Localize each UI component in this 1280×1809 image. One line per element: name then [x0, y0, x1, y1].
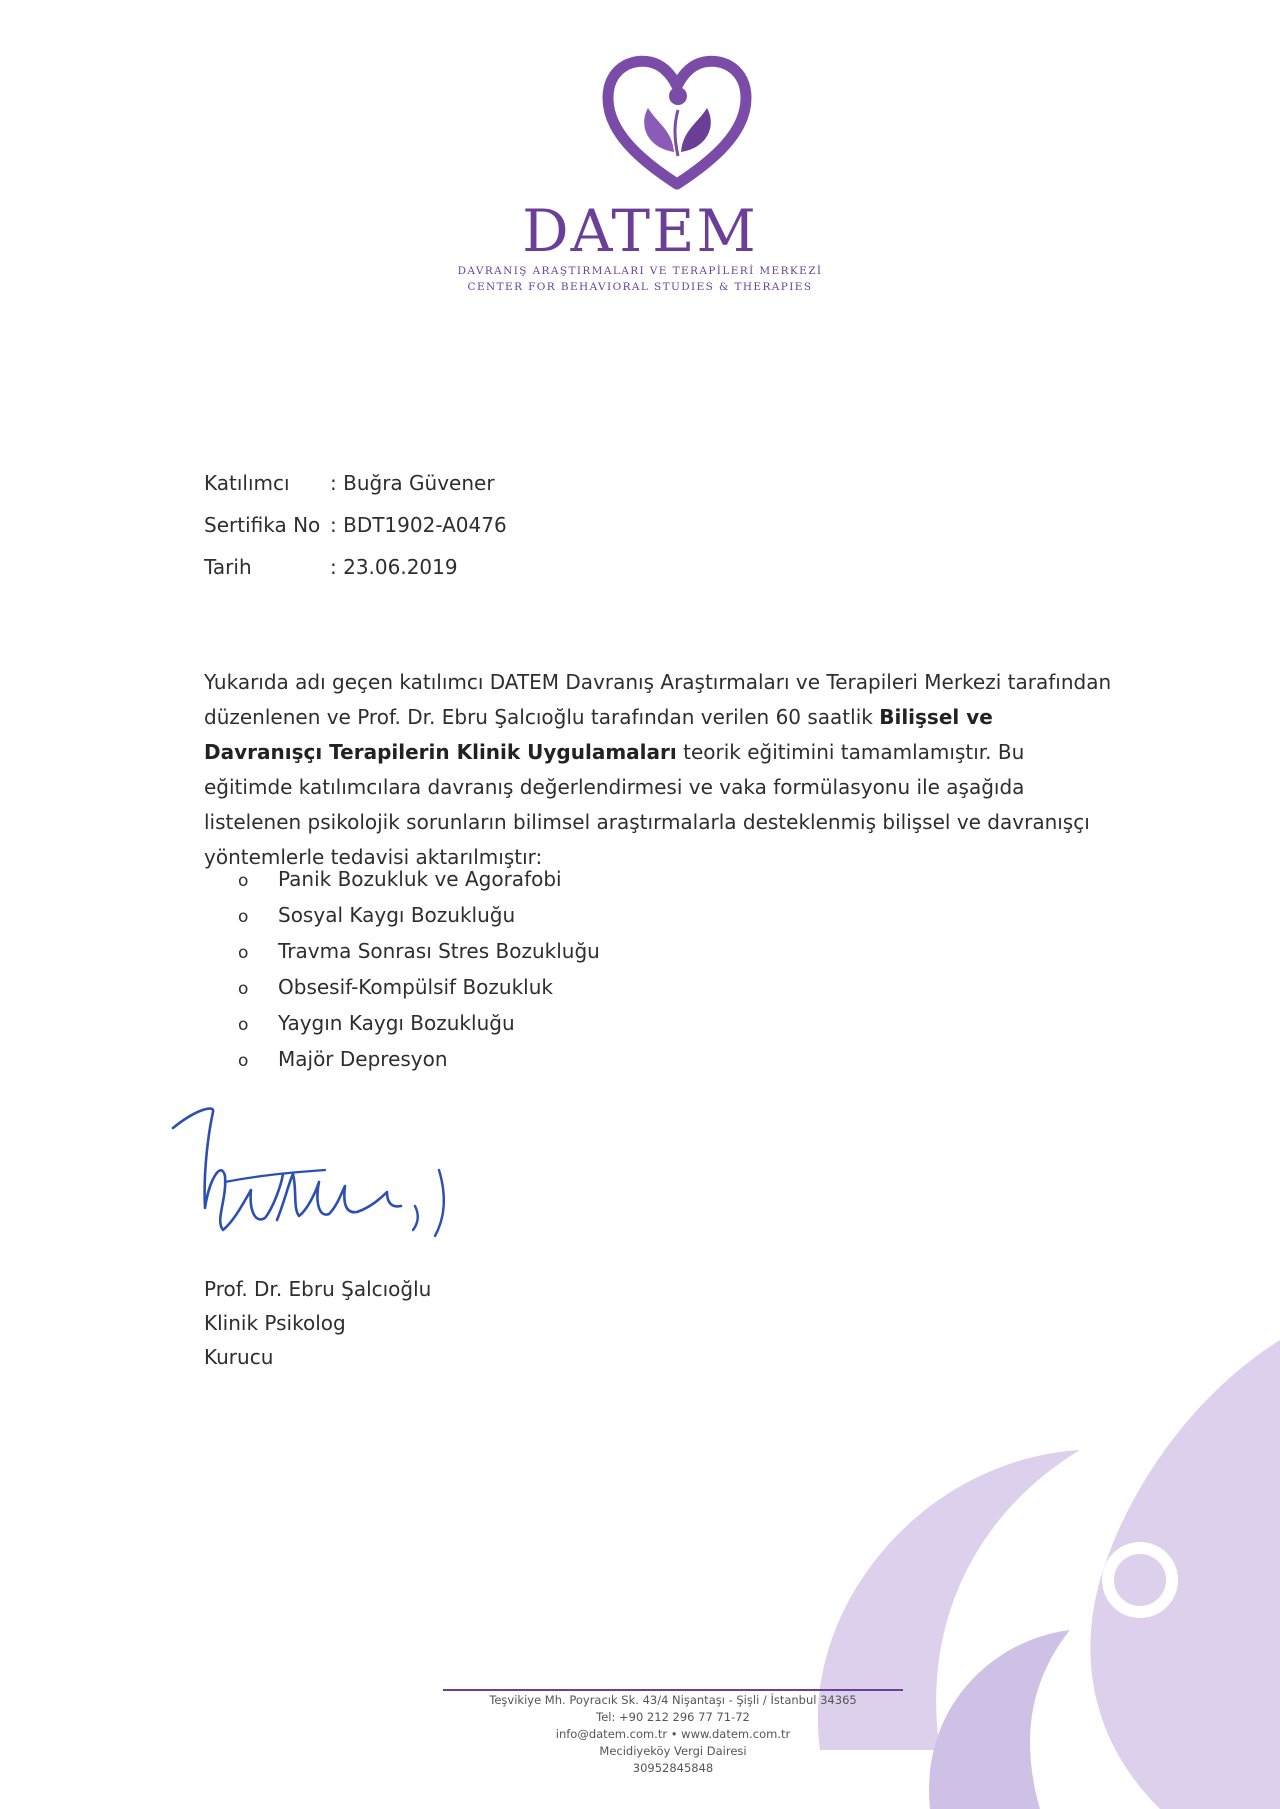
certificate-value: : BDT1902-A0476 — [330, 513, 507, 537]
participant-value: : Buğra Güvener — [330, 471, 495, 495]
date-value: : 23.06.2019 — [330, 555, 458, 579]
signer-name: Prof. Dr. Ebru Şalcıoğlu — [204, 1277, 432, 1301]
list-item: o Panik Bozukluk ve Agorafobi — [238, 862, 600, 898]
footer-web: info@datem.com.tr • www.datem.com.tr — [555, 1727, 791, 1741]
body-text-part2: teorik eğitimini tamamlamıştır. Bu eğitimde katılımcılara davranış değerlendirmesi ve vaka formülasyonu ile aşağıda listelenen psikolojik sorunların bilimsel araştırmalarla desteklenmiş bilişsel ve davranışçı yöntemlerle tedavisi aktarılmıştır: — [204, 740, 1090, 869]
bullet-icon: o — [238, 907, 249, 927]
signer-title: Klinik Psikolog — [204, 1311, 346, 1335]
participant-label: Katılımcı — [204, 471, 290, 495]
certificate-row — [204, 504, 507, 546]
footer-tax-office: Mecidiyeköy Vergi Dairesi — [599, 1744, 747, 1758]
training-title: Bilişsel ve Davranışçı Terapilerin Klinik Uygulamaları — [204, 705, 993, 764]
bullet-icon: o — [238, 943, 249, 963]
date-row — [204, 546, 507, 588]
footer — [443, 1692, 903, 1777]
footer-divider — [443, 1689, 903, 1691]
list-item: o Travma Sonrası Stres Bozukluğu — [238, 934, 600, 970]
list-item: o Yaygın Kaygı Bozukluğu — [238, 1006, 600, 1042]
certificate-info — [204, 462, 507, 588]
bullet-icon: o — [238, 979, 249, 999]
footer-phone: Tel: +90 212 296 77 71-72 — [596, 1710, 750, 1724]
handwritten-signature-icon — [165, 1090, 485, 1270]
bullet-icon: o — [238, 871, 249, 891]
body-text-part1: Yukarıda adı geçen katılımcı DATEM Davranış Araştırmaları ve Terapileri Merkezi tarafından düzenlenen ve Prof. Dr. Ebru Şalcıoğlu tarafından verilen 60 saatlik — [204, 670, 1112, 729]
certificate-label: Sertifika No — [204, 513, 321, 537]
brand-name: DATEM — [522, 197, 758, 265]
footer-tax-no: 30952845848 — [632, 1761, 714, 1775]
participant-row — [204, 462, 507, 504]
list-item: o Sosyal Kaygı Bozukluğu — [238, 898, 600, 934]
list-item: o Majör Depresyon — [238, 1042, 600, 1078]
date-label: Tarih — [204, 555, 252, 579]
certificate-body — [204, 665, 1114, 875]
datem-logo-icon — [600, 52, 755, 192]
topics-list — [238, 862, 600, 1078]
signer-block — [204, 1272, 431, 1374]
brand-subtitle-en: CENTER FOR BEHAVIORAL STUDIES & THERAPIES — [467, 281, 813, 293]
signer-role: Kurucu — [204, 1345, 274, 1369]
bullet-icon: o — [238, 1051, 249, 1071]
brand-subtitle-tr: DAVRANIŞ ARAŞTIRMALARI VE TERAPİLERİ MERKEZİ — [457, 265, 823, 277]
list-item: o Obsesif-Kompülsif Bozukluk — [238, 970, 600, 1006]
bullet-icon: o — [238, 1015, 249, 1035]
footer-address: Teşvikiye Mh. Poyracık Sk. 43/4 Nişantaşı - Şişli / İstanbul 34365 — [489, 1693, 857, 1707]
